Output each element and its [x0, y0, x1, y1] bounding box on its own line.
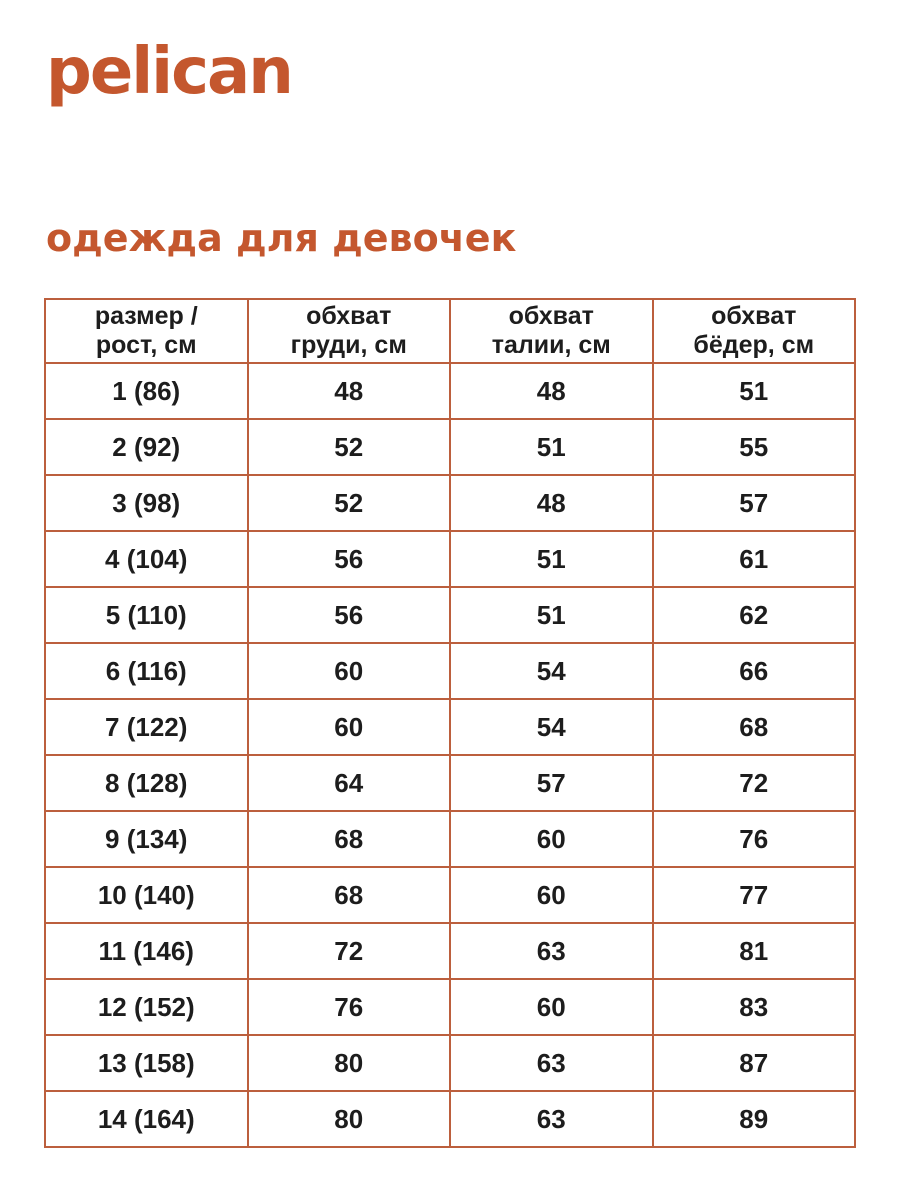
waist-cell: 54 [450, 699, 653, 755]
chest-cell: 76 [248, 979, 451, 1035]
size-cell: 14 (164) [45, 1091, 248, 1147]
table-row [45, 1091, 855, 1147]
waist-cell: 48 [450, 475, 653, 531]
table-row [45, 587, 855, 643]
chest-cell: 68 [248, 867, 451, 923]
table-row [45, 867, 855, 923]
table-row [45, 699, 855, 755]
waist-cell: 60 [450, 811, 653, 867]
waist-cell: 63 [450, 923, 653, 979]
size-cell: 1 (86) [45, 363, 248, 419]
page-title: одежда для девочек [46, 216, 517, 260]
hips-cell: 89 [653, 1091, 856, 1147]
hips-cell: 66 [653, 643, 856, 699]
hips-cell: 87 [653, 1035, 856, 1091]
size-cell: 5 (110) [45, 587, 248, 643]
hips-cell: 68 [653, 699, 856, 755]
header-line: рост, см [95, 331, 197, 359]
chest-cell: 56 [248, 587, 451, 643]
hips-cell: 76 [653, 811, 856, 867]
chest-cell: 52 [248, 475, 451, 531]
header-line: обхват [711, 301, 797, 330]
waist-cell: 51 [450, 419, 653, 475]
chest-cell: 72 [248, 923, 451, 979]
chest-cell: 60 [248, 643, 451, 699]
girls-size-chart-table [44, 298, 856, 1148]
table-row [45, 923, 855, 979]
size-cell: 10 (140) [45, 867, 248, 923]
header-line: талии, см [491, 331, 611, 359]
chest-cell: 64 [248, 755, 451, 811]
size-cell: 2 (92) [45, 419, 248, 475]
waist-cell: 48 [450, 363, 653, 419]
chest-cell: 52 [248, 419, 451, 475]
table-row [45, 643, 855, 699]
chest-cell: 48 [248, 363, 451, 419]
hips-cell: 61 [653, 531, 856, 587]
waist-cell: 54 [450, 643, 653, 699]
size-cell: 8 (128) [45, 755, 248, 811]
hips-cell: 77 [653, 867, 856, 923]
header-size-height [45, 299, 248, 363]
pelican-logo: pelican [46, 35, 292, 109]
table-row [45, 755, 855, 811]
size-cell: 4 (104) [45, 531, 248, 587]
size-cell: 6 (116) [45, 643, 248, 699]
size-cell: 11 (146) [45, 923, 248, 979]
header-line: груди, см [290, 331, 407, 359]
chest-cell: 56 [248, 531, 451, 587]
chest-cell: 80 [248, 1091, 451, 1147]
hips-cell: 51 [653, 363, 856, 419]
chest-cell: 80 [248, 1035, 451, 1091]
chest-cell: 68 [248, 811, 451, 867]
hips-cell: 62 [653, 587, 856, 643]
header-waist [450, 299, 653, 363]
size-cell: 13 (158) [45, 1035, 248, 1091]
size-cell: 12 (152) [45, 979, 248, 1035]
size-chart-body [45, 363, 855, 1147]
table-row [45, 363, 855, 419]
hips-cell: 72 [653, 755, 856, 811]
header-row [45, 299, 855, 363]
header-line: обхват [306, 301, 392, 330]
header-line: обхват [508, 301, 594, 330]
waist-cell: 63 [450, 1091, 653, 1147]
size-chart-header [45, 299, 855, 363]
header-line: бёдер, см [693, 331, 815, 359]
hips-cell: 55 [653, 419, 856, 475]
size-cell: 3 (98) [45, 475, 248, 531]
header-line: размер / [94, 301, 198, 330]
hips-cell: 83 [653, 979, 856, 1035]
table-row [45, 531, 855, 587]
waist-cell: 51 [450, 587, 653, 643]
header-hips [653, 299, 856, 363]
waist-cell: 60 [450, 979, 653, 1035]
table-row [45, 475, 855, 531]
hips-cell: 81 [653, 923, 856, 979]
chest-cell: 60 [248, 699, 451, 755]
waist-cell: 57 [450, 755, 653, 811]
hips-cell: 57 [653, 475, 856, 531]
waist-cell: 51 [450, 531, 653, 587]
table-row [45, 419, 855, 475]
table-row [45, 1035, 855, 1091]
waist-cell: 63 [450, 1035, 653, 1091]
table-row [45, 811, 855, 867]
size-cell: 9 (134) [45, 811, 248, 867]
size-cell: 7 (122) [45, 699, 248, 755]
header-chest [248, 299, 451, 363]
table-row [45, 979, 855, 1035]
waist-cell: 60 [450, 867, 653, 923]
